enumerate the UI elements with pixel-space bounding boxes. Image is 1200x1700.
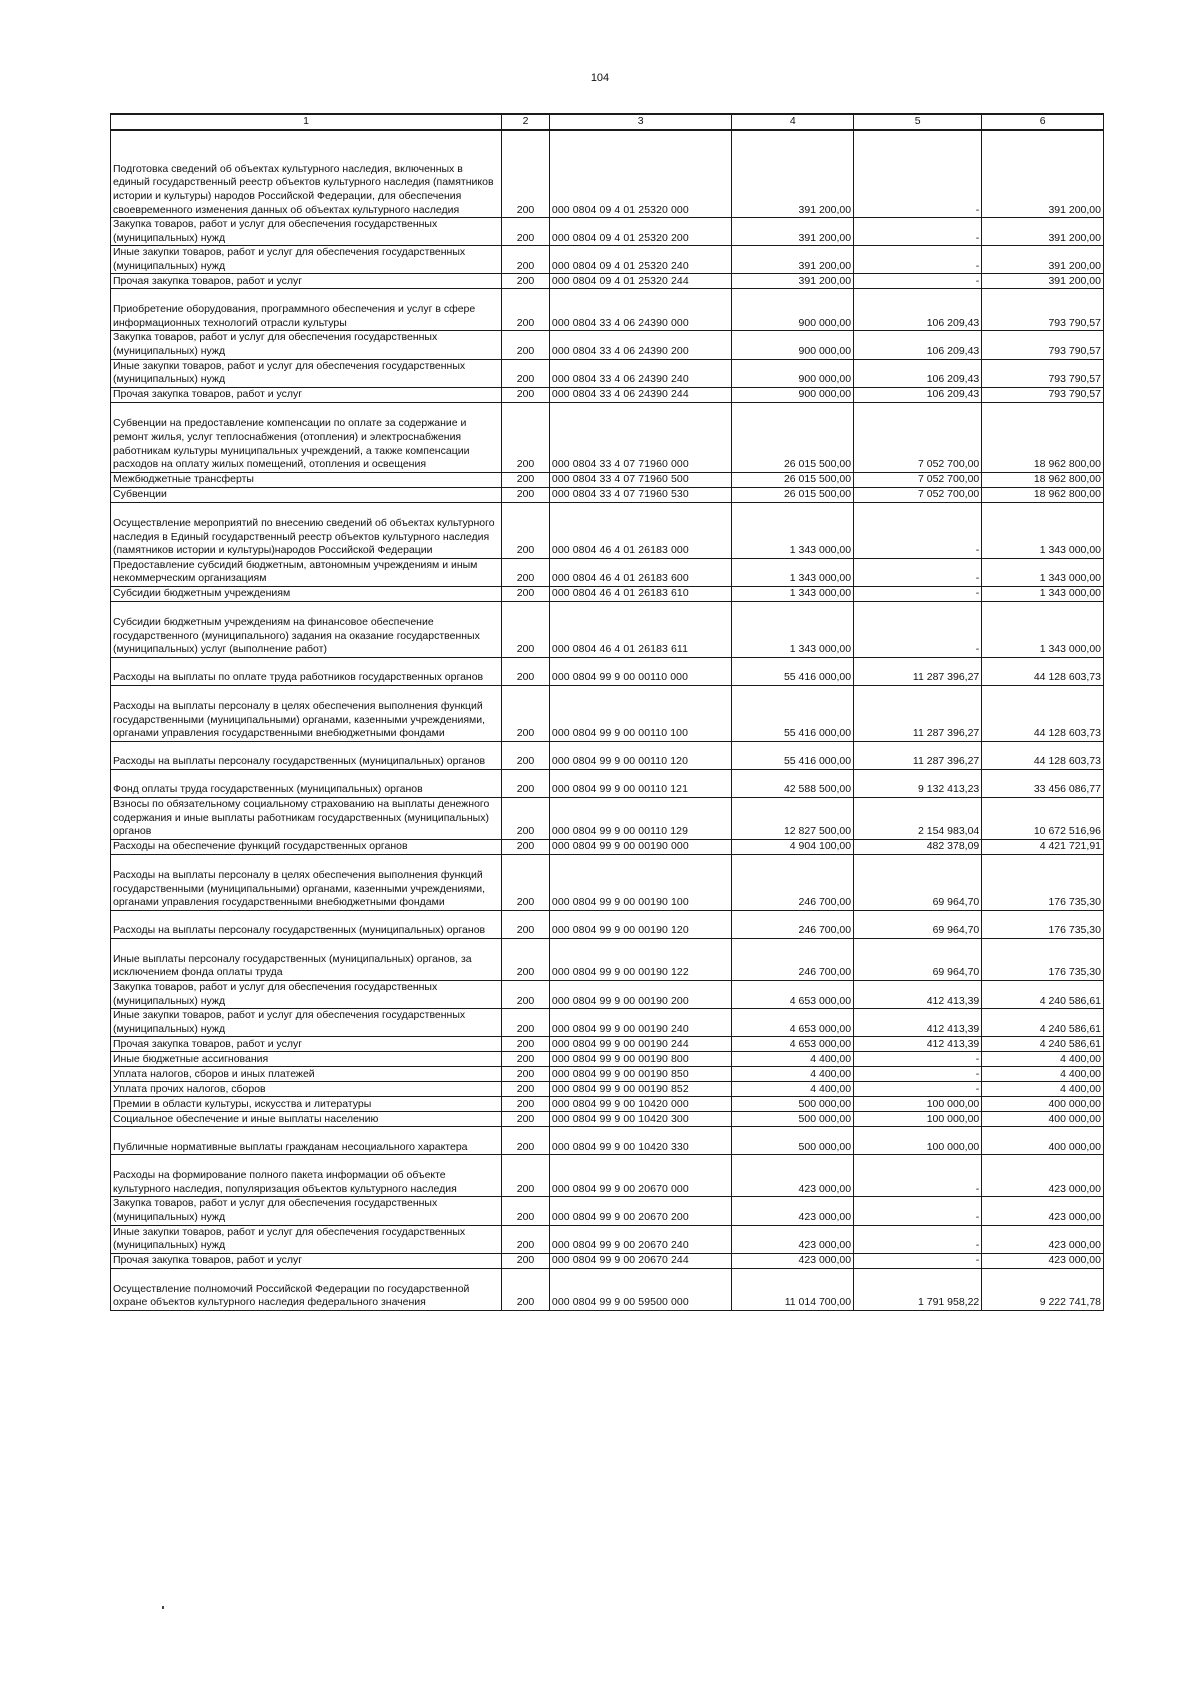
table-row xyxy=(111,770,1104,798)
executed-amount-cell: - xyxy=(854,502,982,558)
remaining-amount-cell: 4 240 586,61 xyxy=(982,981,1104,1009)
approved-amount-cell: 4 653 000,00 xyxy=(732,1037,854,1052)
executed-amount-cell: 11 287 396,27 xyxy=(854,658,982,686)
budget-classification-code-cell: 000 0804 99 9 00 00190 100 xyxy=(549,855,732,911)
executed-amount-cell: 9 132 413,23 xyxy=(854,770,982,798)
budget-classification-code-cell: 000 0804 46 4 01 26183 000 xyxy=(549,502,732,558)
budget-classification-code-cell: 000 0804 33 4 06 24390 200 xyxy=(549,331,732,359)
line-code-cell: 200 xyxy=(502,359,550,387)
approved-amount-cell: 423 000,00 xyxy=(732,1225,854,1253)
executed-amount-cell: 69 964,70 xyxy=(854,855,982,911)
expense-name-cell: Приобретение оборудования, программного обеспечения и услуг в сфере информационных технологий отрасли культуры xyxy=(111,289,502,331)
remaining-amount-cell: 176 735,30 xyxy=(982,939,1104,981)
budget-classification-code-cell: 000 0804 99 9 00 00190 120 xyxy=(549,911,732,939)
expense-name-cell: Закупка товаров, работ и услуг для обеспечения государственных (муниципальных) нужд xyxy=(111,981,502,1009)
approved-amount-cell: 4 653 000,00 xyxy=(732,1009,854,1037)
line-code-cell: 200 xyxy=(502,1197,550,1225)
approved-amount-cell: 423 000,00 xyxy=(732,1155,854,1197)
column-header-6: 6 xyxy=(982,114,1104,130)
page-number: 104 xyxy=(590,72,610,84)
line-code-cell: 200 xyxy=(502,289,550,331)
expense-name-cell: Уплата налогов, сборов и иных платежей xyxy=(111,1067,502,1082)
budget-classification-code-cell: 000 0804 33 4 06 24390 000 xyxy=(549,289,732,331)
expense-name-cell: Расходы на выплаты персоналу государственных (муниципальных) органов xyxy=(111,742,502,770)
expense-name-cell: Премии в области культуры, искусства и литературы xyxy=(111,1097,502,1112)
approved-amount-cell: 4 400,00 xyxy=(732,1052,854,1067)
executed-amount-cell: - xyxy=(854,130,982,218)
line-code-cell: 200 xyxy=(502,587,550,602)
budget-classification-code-cell: 000 0804 99 9 00 00190 200 xyxy=(549,981,732,1009)
executed-amount-cell: 2 154 983,04 xyxy=(854,798,982,840)
budget-classification-code-cell: 000 0804 99 9 00 00190 244 xyxy=(549,1037,732,1052)
remaining-amount-cell: 400 000,00 xyxy=(982,1112,1104,1127)
budget-classification-code-cell: 000 0804 09 4 01 25320 000 xyxy=(549,130,732,218)
line-code-cell: 200 xyxy=(502,1009,550,1037)
executed-amount-cell: - xyxy=(854,1225,982,1253)
approved-amount-cell: 55 416 000,00 xyxy=(732,742,854,770)
table-row xyxy=(111,1155,1104,1197)
table-row xyxy=(111,1009,1104,1037)
remaining-amount-cell: 18 962 800,00 xyxy=(982,487,1104,502)
budget-classification-code-cell: 000 0804 99 9 00 20670 244 xyxy=(549,1253,732,1268)
remaining-amount-cell: 4 240 586,61 xyxy=(982,1037,1104,1052)
expense-name-cell: Предоставление субсидий бюджетным, автономным учреждениям и иным некоммерческим организациям xyxy=(111,558,502,586)
table-row xyxy=(111,1082,1104,1097)
expense-name-cell: Расходы на выплаты персоналу в целях обеспечения выполнения функций государственными (муниципальными) органами, казенными учреждениями, органами управления государственными внебюджетными фондами xyxy=(111,855,502,911)
line-code-cell: 200 xyxy=(502,742,550,770)
table-row xyxy=(111,1097,1104,1112)
table-row xyxy=(111,472,1104,487)
table-row xyxy=(111,274,1104,289)
line-code-cell: 200 xyxy=(502,558,550,586)
executed-amount-cell: - xyxy=(854,1052,982,1067)
line-code-cell: 200 xyxy=(502,502,550,558)
expense-name-cell: Иные закупки товаров, работ и услуг для обеспечения государственных (муниципальных) нужд xyxy=(111,1225,502,1253)
expense-name-cell: Межбюджетные трансферты xyxy=(111,472,502,487)
table-row xyxy=(111,289,1104,331)
executed-amount-cell: 412 413,39 xyxy=(854,1009,982,1037)
budget-classification-code-cell: 000 0804 99 9 00 00190 000 xyxy=(549,840,732,855)
line-code-cell: 200 xyxy=(502,939,550,981)
budget-classification-code-cell: 000 0804 33 4 06 24390 244 xyxy=(549,387,732,402)
approved-amount-cell: 4 400,00 xyxy=(732,1082,854,1097)
executed-amount-cell: 100 000,00 xyxy=(854,1127,982,1155)
budget-classification-code-cell: 000 0804 99 9 00 00110 121 xyxy=(549,770,732,798)
line-code-cell: 200 xyxy=(502,387,550,402)
budget-classification-code-cell: 000 0804 33 4 07 71960 000 xyxy=(549,402,732,472)
column-header-3: 3 xyxy=(549,114,732,130)
approved-amount-cell: 423 000,00 xyxy=(732,1197,854,1225)
remaining-amount-cell: 423 000,00 xyxy=(982,1197,1104,1225)
budget-classification-code-cell: 000 0804 46 4 01 26183 611 xyxy=(549,602,732,658)
line-code-cell: 200 xyxy=(502,487,550,502)
remaining-amount-cell: 4 400,00 xyxy=(982,1082,1104,1097)
remaining-amount-cell: 4 421 721,91 xyxy=(982,840,1104,855)
table-row xyxy=(111,840,1104,855)
remaining-amount-cell: 391 200,00 xyxy=(982,246,1104,274)
executed-amount-cell: - xyxy=(854,218,982,246)
table-row xyxy=(111,658,1104,686)
budget-classification-code-cell: 000 0804 09 4 01 25320 200 xyxy=(549,218,732,246)
budget-classification-code-cell: 000 0804 99 9 00 59500 000 xyxy=(549,1268,732,1310)
table-row xyxy=(111,387,1104,402)
table-row xyxy=(111,1067,1104,1082)
line-code-cell: 200 xyxy=(502,246,550,274)
line-code-cell: 200 xyxy=(502,911,550,939)
approved-amount-cell: 391 200,00 xyxy=(732,218,854,246)
table-row xyxy=(111,855,1104,911)
expense-name-cell: Закупка товаров, работ и услуг для обеспечения государственных (муниципальных) нужд xyxy=(111,218,502,246)
remaining-amount-cell: 423 000,00 xyxy=(982,1225,1104,1253)
line-code-cell: 200 xyxy=(502,1067,550,1082)
table-row xyxy=(111,939,1104,981)
approved-amount-cell: 4 904 100,00 xyxy=(732,840,854,855)
approved-amount-cell: 1 343 000,00 xyxy=(732,602,854,658)
line-code-cell: 200 xyxy=(502,1253,550,1268)
table-row xyxy=(111,218,1104,246)
approved-amount-cell: 55 416 000,00 xyxy=(732,658,854,686)
line-code-cell: 200 xyxy=(502,130,550,218)
expense-name-cell: Расходы на формирование полного пакета информации об объекте культурного наследия, популяризация объектов культурного наследия xyxy=(111,1155,502,1197)
budget-classification-code-cell: 000 0804 99 9 00 00190 850 xyxy=(549,1067,732,1082)
approved-amount-cell: 12 827 500,00 xyxy=(732,798,854,840)
remaining-amount-cell: 4 400,00 xyxy=(982,1067,1104,1082)
approved-amount-cell: 55 416 000,00 xyxy=(732,686,854,742)
table-header-row xyxy=(111,114,1104,130)
expense-name-cell: Взносы по обязательному социальному страхованию на выплаты денежного содержания и иные выплаты работникам государственных (муниципальных) органов xyxy=(111,798,502,840)
approved-amount-cell: 900 000,00 xyxy=(732,387,854,402)
table-row xyxy=(111,246,1104,274)
remaining-amount-cell: 176 735,30 xyxy=(982,911,1104,939)
approved-amount-cell: 1 343 000,00 xyxy=(732,502,854,558)
line-code-cell: 200 xyxy=(502,274,550,289)
budget-classification-code-cell: 000 0804 99 9 00 00110 120 xyxy=(549,742,732,770)
executed-amount-cell: 7 052 700,00 xyxy=(854,472,982,487)
expense-name-cell: Уплата прочих налогов, сборов xyxy=(111,1082,502,1097)
executed-amount-cell: 106 209,43 xyxy=(854,331,982,359)
line-code-cell: 200 xyxy=(502,402,550,472)
executed-amount-cell: 482 378,09 xyxy=(854,840,982,855)
executed-amount-cell: 1 791 958,22 xyxy=(854,1268,982,1310)
budget-classification-code-cell: 000 0804 99 9 00 00110 000 xyxy=(549,658,732,686)
table-row xyxy=(111,1052,1104,1067)
table-row xyxy=(111,1225,1104,1253)
remaining-amount-cell: 423 000,00 xyxy=(982,1155,1104,1197)
expense-name-cell: Расходы на обеспечение функций государственных органов xyxy=(111,840,502,855)
expense-name-cell: Иные выплаты персоналу государственных (муниципальных) органов, за исключением фонда оплаты труда xyxy=(111,939,502,981)
budget-classification-code-cell: 000 0804 99 9 00 20670 000 xyxy=(549,1155,732,1197)
budget-execution-table xyxy=(110,113,1104,1311)
approved-amount-cell: 500 000,00 xyxy=(732,1112,854,1127)
approved-amount-cell: 900 000,00 xyxy=(732,331,854,359)
executed-amount-cell: - xyxy=(854,602,982,658)
column-header-4: 4 xyxy=(732,114,854,130)
expense-name-cell: Прочая закупка товаров, работ и услуг xyxy=(111,274,502,289)
table-row xyxy=(111,1268,1104,1310)
table-row xyxy=(111,502,1104,558)
remaining-amount-cell: 33 456 086,77 xyxy=(982,770,1104,798)
budget-classification-code-cell: 000 0804 99 9 00 00110 100 xyxy=(549,686,732,742)
expense-name-cell: Социальное обеспечение и иные выплаты населению xyxy=(111,1112,502,1127)
budget-classification-code-cell: 000 0804 99 9 00 20670 200 xyxy=(549,1197,732,1225)
table-row xyxy=(111,742,1104,770)
expense-name-cell: Закупка товаров, работ и услуг для обеспечения государственных (муниципальных) нужд xyxy=(111,331,502,359)
approved-amount-cell: 1 343 000,00 xyxy=(732,558,854,586)
remaining-amount-cell: 44 128 603,73 xyxy=(982,658,1104,686)
column-header-5: 5 xyxy=(854,114,982,130)
line-code-cell: 200 xyxy=(502,1097,550,1112)
executed-amount-cell: 412 413,39 xyxy=(854,981,982,1009)
line-code-cell: 200 xyxy=(502,472,550,487)
remaining-amount-cell: 4 240 586,61 xyxy=(982,1009,1104,1037)
approved-amount-cell: 500 000,00 xyxy=(732,1097,854,1112)
line-code-cell: 200 xyxy=(502,1112,550,1127)
line-code-cell: 200 xyxy=(502,840,550,855)
approved-amount-cell: 900 000,00 xyxy=(732,359,854,387)
approved-amount-cell: 391 200,00 xyxy=(732,130,854,218)
budget-classification-code-cell: 000 0804 46 4 01 26183 600 xyxy=(549,558,732,586)
expense-name-cell: Фонд оплаты труда государственных (муниципальных) органов xyxy=(111,770,502,798)
expense-name-cell: Расходы на выплаты по оплате труда работников государственных органов xyxy=(111,658,502,686)
budget-classification-code-cell: 000 0804 99 9 00 00190 240 xyxy=(549,1009,732,1037)
budget-classification-code-cell: 000 0804 46 4 01 26183 610 xyxy=(549,587,732,602)
budget-classification-code-cell: 000 0804 99 9 00 00190 122 xyxy=(549,939,732,981)
remaining-amount-cell: 10 672 516,96 xyxy=(982,798,1104,840)
remaining-amount-cell: 9 222 741,78 xyxy=(982,1268,1104,1310)
table-row xyxy=(111,1127,1104,1155)
budget-classification-code-cell: 000 0804 99 9 00 00110 129 xyxy=(549,798,732,840)
remaining-amount-cell: 391 200,00 xyxy=(982,130,1104,218)
remaining-amount-cell: 400 000,00 xyxy=(982,1097,1104,1112)
table-row xyxy=(111,359,1104,387)
remaining-amount-cell: 1 343 000,00 xyxy=(982,502,1104,558)
approved-amount-cell: 900 000,00 xyxy=(732,289,854,331)
line-code-cell: 200 xyxy=(502,686,550,742)
approved-amount-cell: 246 700,00 xyxy=(732,911,854,939)
approved-amount-cell: 26 015 500,00 xyxy=(732,487,854,502)
executed-amount-cell: 11 287 396,27 xyxy=(854,742,982,770)
executed-amount-cell: - xyxy=(854,558,982,586)
budget-classification-code-cell: 000 0804 33 4 07 71960 530 xyxy=(549,487,732,502)
expense-name-cell: Субсидии бюджетным учреждениям xyxy=(111,587,502,602)
expense-name-cell: Расходы на выплаты персоналу в целях обеспечения выполнения функций государственными (муниципальными) органами, казенными учреждениями, органами управления государственными внебюджетными фондами xyxy=(111,686,502,742)
approved-amount-cell: 391 200,00 xyxy=(732,274,854,289)
remaining-amount-cell: 176 735,30 xyxy=(982,855,1104,911)
remaining-amount-cell: 793 790,57 xyxy=(982,359,1104,387)
expense-name-cell: Субвенции xyxy=(111,487,502,502)
expense-name-cell: Иные закупки товаров, работ и услуг для обеспечения государственных (муниципальных) нужд xyxy=(111,1009,502,1037)
expense-name-cell: Прочая закупка товаров, работ и услуг xyxy=(111,387,502,402)
table-body xyxy=(111,130,1104,1311)
line-code-cell: 200 xyxy=(502,602,550,658)
table-row xyxy=(111,1253,1104,1268)
table-row xyxy=(111,798,1104,840)
table-row xyxy=(111,402,1104,472)
column-header-1: 1 xyxy=(111,114,502,130)
expense-name-cell: Закупка товаров, работ и услуг для обеспечения государственных (муниципальных) нужд xyxy=(111,1197,502,1225)
executed-amount-cell: 11 287 396,27 xyxy=(854,686,982,742)
expense-name-cell: Подготовка сведений об объектах культурного наследия, включенных в единый государственный реестр объектов культурного наследия (памятников истории и культуры) народов Российской Федерации, для обеспечения своевременного изменения данных об объектах культурного наследия xyxy=(111,130,502,218)
line-code-cell: 200 xyxy=(502,855,550,911)
remaining-amount-cell: 18 962 800,00 xyxy=(982,472,1104,487)
line-code-cell: 200 xyxy=(502,770,550,798)
table-row xyxy=(111,602,1104,658)
remaining-amount-cell: 1 343 000,00 xyxy=(982,587,1104,602)
executed-amount-cell: - xyxy=(854,587,982,602)
remaining-amount-cell: 44 128 603,73 xyxy=(982,742,1104,770)
expense-name-cell: Иные бюджетные ассигнования xyxy=(111,1052,502,1067)
budget-classification-code-cell: 000 0804 99 9 00 10420 000 xyxy=(549,1097,732,1112)
expense-name-cell: Субсидии бюджетным учреждениям на финансовое обеспечение государственного (муниципального) задания на оказание государственных (муниципальных) услуг (выполнение работ) xyxy=(111,602,502,658)
line-code-cell: 200 xyxy=(502,1037,550,1052)
line-code-cell: 200 xyxy=(502,1127,550,1155)
budget-classification-code-cell: 000 0804 33 4 07 71960 500 xyxy=(549,472,732,487)
expense-name-cell: Иные закупки товаров, работ и услуг для обеспечения государственных (муниципальных) нужд xyxy=(111,246,502,274)
approved-amount-cell: 391 200,00 xyxy=(732,246,854,274)
expense-name-cell: Субвенции на предоставление компенсации по оплате за содержание и ремонт жилья, услуг теплоснабжения (отопления) и электроснабжения работникам культуры муниципальных учреждений, а также компенсации расходов на оплату жилых помещений, отопления и освещения xyxy=(111,402,502,472)
approved-amount-cell: 1 343 000,00 xyxy=(732,587,854,602)
line-code-cell: 200 xyxy=(502,798,550,840)
approved-amount-cell: 500 000,00 xyxy=(732,1127,854,1155)
remaining-amount-cell: 793 790,57 xyxy=(982,289,1104,331)
executed-amount-cell: - xyxy=(854,274,982,289)
budget-classification-code-cell: 000 0804 33 4 06 24390 240 xyxy=(549,359,732,387)
executed-amount-cell: 106 209,43 xyxy=(854,387,982,402)
line-code-cell: 200 xyxy=(502,1155,550,1197)
executed-amount-cell: 69 964,70 xyxy=(854,911,982,939)
executed-amount-cell: 7 052 700,00 xyxy=(854,487,982,502)
table-row xyxy=(111,331,1104,359)
remaining-amount-cell: 391 200,00 xyxy=(982,218,1104,246)
table-row xyxy=(111,981,1104,1009)
executed-amount-cell: - xyxy=(854,1155,982,1197)
scan-mark xyxy=(162,1606,164,1609)
expense-name-cell: Прочая закупка товаров, работ и услуг xyxy=(111,1037,502,1052)
remaining-amount-cell: 400 000,00 xyxy=(982,1127,1104,1155)
column-header-2: 2 xyxy=(502,114,550,130)
budget-classification-code-cell: 000 0804 99 9 00 20670 240 xyxy=(549,1225,732,1253)
budget-classification-code-cell: 000 0804 99 9 00 10420 300 xyxy=(549,1112,732,1127)
executed-amount-cell: 7 052 700,00 xyxy=(854,402,982,472)
remaining-amount-cell: 44 128 603,73 xyxy=(982,686,1104,742)
expense-name-cell: Иные закупки товаров, работ и услуг для обеспечения государственных (муниципальных) нужд xyxy=(111,359,502,387)
executed-amount-cell: 69 964,70 xyxy=(854,939,982,981)
line-code-cell: 200 xyxy=(502,658,550,686)
executed-amount-cell: 412 413,39 xyxy=(854,1037,982,1052)
budget-classification-code-cell: 000 0804 99 9 00 00190 800 xyxy=(549,1052,732,1067)
line-code-cell: 200 xyxy=(502,1052,550,1067)
line-code-cell: 200 xyxy=(502,331,550,359)
budget-classification-code-cell: 000 0804 99 9 00 10420 330 xyxy=(549,1127,732,1155)
remaining-amount-cell: 423 000,00 xyxy=(982,1253,1104,1268)
remaining-amount-cell: 1 343 000,00 xyxy=(982,558,1104,586)
expense-name-cell: Осуществление полномочий Российской Федерации по государственной охране объектов культурного наследия федерального значения xyxy=(111,1268,502,1310)
executed-amount-cell: 100 000,00 xyxy=(854,1097,982,1112)
approved-amount-cell: 423 000,00 xyxy=(732,1253,854,1268)
table-row xyxy=(111,1037,1104,1052)
table-row xyxy=(111,130,1104,218)
table-row xyxy=(111,1112,1104,1127)
line-code-cell: 200 xyxy=(502,981,550,1009)
table-row xyxy=(111,686,1104,742)
executed-amount-cell: 106 209,43 xyxy=(854,359,982,387)
expense-name-cell: Осуществление мероприятий по внесению сведений об объектах культурного наследия в Единый государственный реестр объектов культурного наследия (памятников истории и культуры)народов Российской Федерации xyxy=(111,502,502,558)
expense-name-cell: Публичные нормативные выплаты гражданам несоциального характера xyxy=(111,1127,502,1155)
table-row xyxy=(111,911,1104,939)
approved-amount-cell: 4 400,00 xyxy=(732,1067,854,1082)
budget-classification-code-cell: 000 0804 09 4 01 25320 240 xyxy=(549,246,732,274)
executed-amount-cell: - xyxy=(854,246,982,274)
approved-amount-cell: 4 653 000,00 xyxy=(732,981,854,1009)
remaining-amount-cell: 4 400,00 xyxy=(982,1052,1104,1067)
approved-amount-cell: 26 015 500,00 xyxy=(732,402,854,472)
executed-amount-cell: 106 209,43 xyxy=(854,289,982,331)
remaining-amount-cell: 391 200,00 xyxy=(982,274,1104,289)
table-row xyxy=(111,558,1104,586)
table-row xyxy=(111,487,1104,502)
approved-amount-cell: 246 700,00 xyxy=(732,855,854,911)
line-code-cell: 200 xyxy=(502,1268,550,1310)
executed-amount-cell: - xyxy=(854,1082,982,1097)
executed-amount-cell: - xyxy=(854,1067,982,1082)
executed-amount-cell: - xyxy=(854,1253,982,1268)
executed-amount-cell: - xyxy=(854,1197,982,1225)
approved-amount-cell: 11 014 700,00 xyxy=(732,1268,854,1310)
line-code-cell: 200 xyxy=(502,1082,550,1097)
remaining-amount-cell: 793 790,57 xyxy=(982,387,1104,402)
approved-amount-cell: 246 700,00 xyxy=(732,939,854,981)
expense-name-cell: Прочая закупка товаров, работ и услуг xyxy=(111,1253,502,1268)
expense-name-cell: Расходы на выплаты персоналу государственных (муниципальных) органов xyxy=(111,911,502,939)
table-row xyxy=(111,587,1104,602)
approved-amount-cell: 26 015 500,00 xyxy=(732,472,854,487)
line-code-cell: 200 xyxy=(502,218,550,246)
remaining-amount-cell: 793 790,57 xyxy=(982,331,1104,359)
approved-amount-cell: 42 588 500,00 xyxy=(732,770,854,798)
remaining-amount-cell: 1 343 000,00 xyxy=(982,602,1104,658)
budget-classification-code-cell: 000 0804 09 4 01 25320 244 xyxy=(549,274,732,289)
remaining-amount-cell: 18 962 800,00 xyxy=(982,402,1104,472)
executed-amount-cell: 100 000,00 xyxy=(854,1112,982,1127)
table-row xyxy=(111,1197,1104,1225)
budget-classification-code-cell: 000 0804 99 9 00 00190 852 xyxy=(549,1082,732,1097)
line-code-cell: 200 xyxy=(502,1225,550,1253)
